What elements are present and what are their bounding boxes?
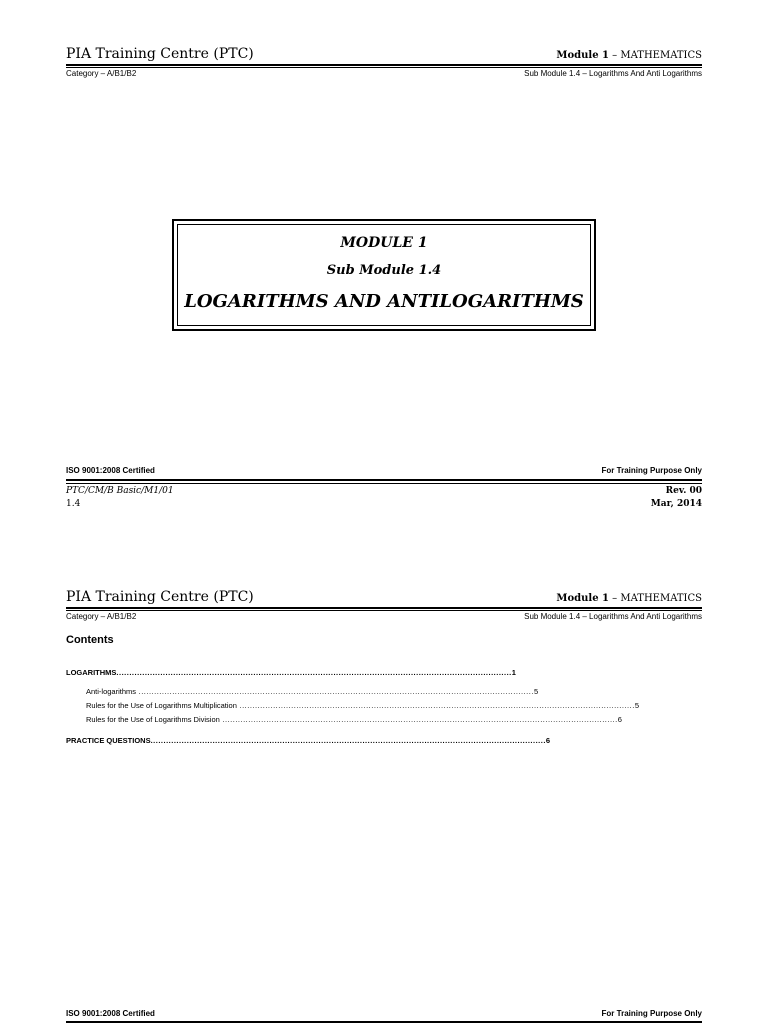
iso-label: ISO 9001:2008 Certified	[66, 1009, 155, 1018]
header-rule-thick	[66, 64, 702, 66]
footer-rule-thick	[66, 1021, 702, 1023]
header-rule-thin	[66, 610, 702, 611]
toc-leader: .........................................................................................................................................................	[116, 668, 512, 677]
title-sub-module: Sub Module 1.4	[326, 263, 442, 278]
toc-leader: .........................................................................................................................................................	[150, 736, 546, 745]
purpose-label: For Training Purpose Only	[601, 1009, 702, 1018]
contents-heading: Contents	[66, 634, 114, 646]
module-label	[556, 50, 702, 61]
title-box-inner	[177, 224, 591, 326]
toc-entry-page: 6	[617, 715, 622, 724]
doc-ref: PTC/CM/B Basic/M1/01	[66, 486, 174, 496]
toc-leader: .........................................................................................................................................................	[219, 715, 618, 724]
footer-rule-thick	[66, 479, 702, 481]
toc-leader: .........................................................................................................................................................	[136, 687, 534, 696]
org-name: PIA Training Centre (PTC)	[66, 46, 254, 62]
footer-rule-thin	[66, 483, 702, 484]
title-box	[172, 219, 596, 331]
module-label-bold: Module 1	[556, 593, 609, 604]
toc-entry-label: Rules for the Use of Logarithms Division	[86, 715, 220, 724]
revision: Rev. 00	[665, 486, 702, 496]
toc-entry[interactable]	[66, 736, 551, 745]
toc-entry-label: LOGARITHMS	[66, 668, 117, 677]
toc-entry[interactable]	[86, 715, 622, 724]
toc-entry-page: 5	[634, 701, 639, 710]
toc-entry-page: 6	[545, 736, 551, 745]
category-label: Category – A/B1/B2	[66, 69, 137, 78]
sub-module-label: Sub Module 1.4 – Logarithms And Anti Logarithms	[524, 612, 702, 621]
toc-entry-label: PRACTICE QUESTIONS	[66, 736, 151, 745]
module-label-bold: Module 1	[556, 50, 609, 61]
purpose-label: For Training Purpose Only	[601, 466, 702, 475]
sub-module-label: Sub Module 1.4 – Logarithms And Anti Logarithms	[524, 69, 702, 78]
toc-entry[interactable]	[66, 668, 516, 677]
module-label-rest: – MATHEMATICS	[609, 593, 702, 604]
toc-leader: .........................................................................................................................................................	[236, 701, 635, 710]
title-main: LOGARITHMS AND ANTILOGARITHMS	[184, 291, 584, 312]
toc-entry[interactable]	[86, 687, 539, 696]
toc-entry-page: 1	[511, 668, 516, 677]
header-rule-thick	[66, 607, 702, 609]
toc-entry-page: 5	[533, 687, 539, 696]
module-label-rest: – MATHEMATICS	[609, 50, 702, 61]
toc-entry-label: Rules for the Use of Logarithms Multiplication	[86, 701, 237, 710]
title-module: MODULE 1	[340, 235, 428, 251]
page-number: 1.4	[66, 499, 81, 509]
category-label: Category – A/B1/B2	[66, 612, 137, 621]
org-name: PIA Training Centre (PTC)	[66, 589, 254, 605]
module-label	[556, 593, 702, 604]
header-rule-thin	[66, 67, 702, 68]
toc-entry-label: Anti-logarithms	[86, 687, 137, 696]
iso-label: ISO 9001:2008 Certified	[66, 466, 155, 475]
toc-entry[interactable]	[86, 701, 639, 710]
issue-date: Mar, 2014	[650, 499, 702, 509]
